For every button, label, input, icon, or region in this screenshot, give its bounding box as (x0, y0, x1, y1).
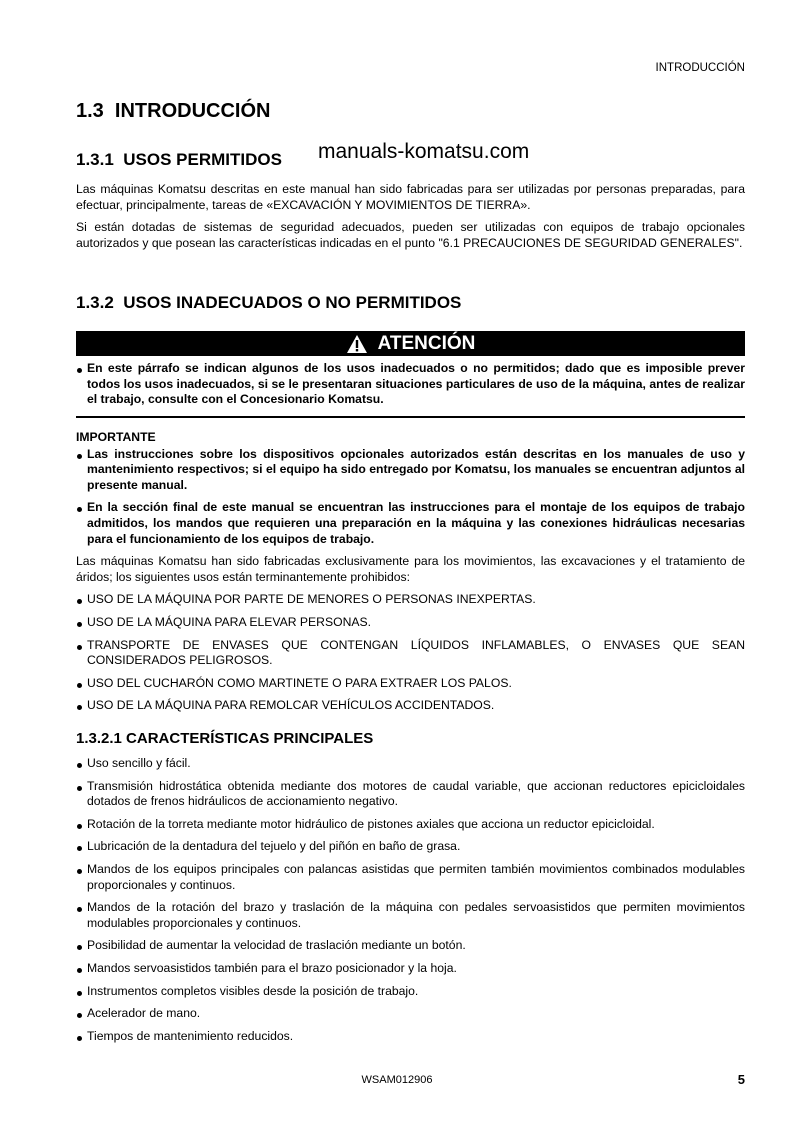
paragraph: Las máquinas Komatsu han sido fabricadas exclusivamente para los movimientos, las excavaciones y el tratamiento de áridos; los siguientes usos están terminantemente prohibidos: (76, 554, 745, 584)
list-item: En este párrafo se indican algunos de los usos inadecuados o no permitidos; dado que es imposible prever todos los usos inadecuados, si se le presentaran situaciones particulares de uso de la máquina, antes de realizar el trabajo, consulte con el Concesionario Komatsu. (76, 361, 745, 408)
list-item: Tiempos de mantenimiento reducidos. (76, 1029, 745, 1045)
list-item: Transmisión hidrostática obtenida mediante dos motores de caudal variable, que accionan reductores epicicloidales dotados de frenos hidráulicos de accionamiento negativo. (76, 779, 745, 810)
list-item: Acelerador de mano. (76, 1006, 745, 1022)
section-title: 1.3 INTRODUCCIÓN (76, 100, 271, 122)
list-item: Lubricación de la dentadura del tejuelo y del piñón en baño de grasa. (76, 839, 745, 855)
list-item: USO DEL CUCHARÓN COMO MARTINETE O PARA EXTRAER LOS PALOS. (76, 676, 745, 692)
document-code: WSAM012906 (361, 1074, 433, 1086)
paragraph: Las máquinas Komatsu descritas en este manual han sido fabricadas para ser utilizadas por personas preparadas, para efectuar, principalmente, tareas de «EXCAVACIÓN Y MOVIMIENTOS DE TIERRA». (76, 182, 745, 212)
important-label: IMPORTANTE (76, 430, 156, 444)
list-item: Mandos de la rotación del brazo y traslación de la máquina con pedales servoasistidos que permiten movimientos modulables proporcionales y continuos. (76, 900, 745, 931)
subsubsection-title: 1.3.2.1 CARACTERÍSTICAS PRINCIPALES (76, 730, 374, 747)
warning-triangle-icon (346, 334, 368, 354)
list-item: Las instrucciones sobre los dispositivos opcionales autorizados están descritas en los manuales de uso y mantenimiento respectivos; si el equipo ha sido entregado por Komatsu, los manuales se encuentran adjuntos al presente manual. (76, 447, 745, 494)
warning-body (76, 361, 745, 418)
list-item: Uso sencillo y fácil. (76, 756, 745, 772)
warning-banner (76, 331, 745, 356)
page-number: 5 (737, 1072, 745, 1087)
list-item: TRANSPORTE DE ENVASES QUE CONTENGAN LÍQUIDOS INFLAMABLES, O ENVASES QUE SEAN CONSIDERADOS PELIGROSOS. (76, 638, 745, 669)
running-header: INTRODUCCIÓN (655, 62, 745, 74)
list-item: Mandos servoasistidos también para el brazo posicionador y la hoja. (76, 961, 745, 977)
list-item: Posibilidad de aumentar la velocidad de traslación mediante un botón. (76, 938, 745, 954)
list-item: Mandos de los equipos principales con palancas asistidas que permiten también movimientos combinados modulables proporcionales y continuos. (76, 862, 745, 893)
usos-inadecuados-body (76, 430, 745, 714)
paragraph: Si están dotadas de sistemas de seguridad adecuados, pueden ser utilizadas con equipos de trabajo opcionales autorizados y que posean las características indicadas en el punto "6.1 PRECAUCIONES DE SEGURIDAD GENERALES". (76, 220, 745, 250)
warning-label: ATENCIÓN (377, 332, 476, 354)
subsection-title-usos-inadecuados: 1.3.2 USOS INADECUADOS O NO PERMITIDOS (76, 293, 462, 312)
list-item: En la sección final de este manual se encuentran las instrucciones para el montaje de los equipos de trabajo admitidos, los mandos que requieren una preparación en la máquina y las conexiones hidráulicas necesarias para el funcionamiento de los equipos de trabajo. (76, 500, 745, 547)
list-item: USO DE LA MÁQUINA PARA REMOLCAR VEHÍCULOS ACCIDENTADOS. (76, 698, 745, 714)
usos-permitidos-body (76, 182, 745, 251)
list-item: Instrumentos completos visibles desde la posición de trabajo. (76, 984, 745, 1000)
subsection-title-usos-permitidos: 1.3.1 USOS PERMITIDOS (76, 150, 282, 169)
caracteristicas-list (76, 756, 745, 1044)
list-item: USO DE LA MÁQUINA PARA ELEVAR PERSONAS. (76, 615, 745, 631)
list-item: USO DE LA MÁQUINA POR PARTE DE MENORES O PERSONAS INEXPERTAS. (76, 592, 745, 608)
watermark: manuals-komatsu.com (318, 140, 530, 163)
list-item: Rotación de la torreta mediante motor hidráulico de pistones axiales que acciona un reductor epicicloidal. (76, 817, 745, 833)
